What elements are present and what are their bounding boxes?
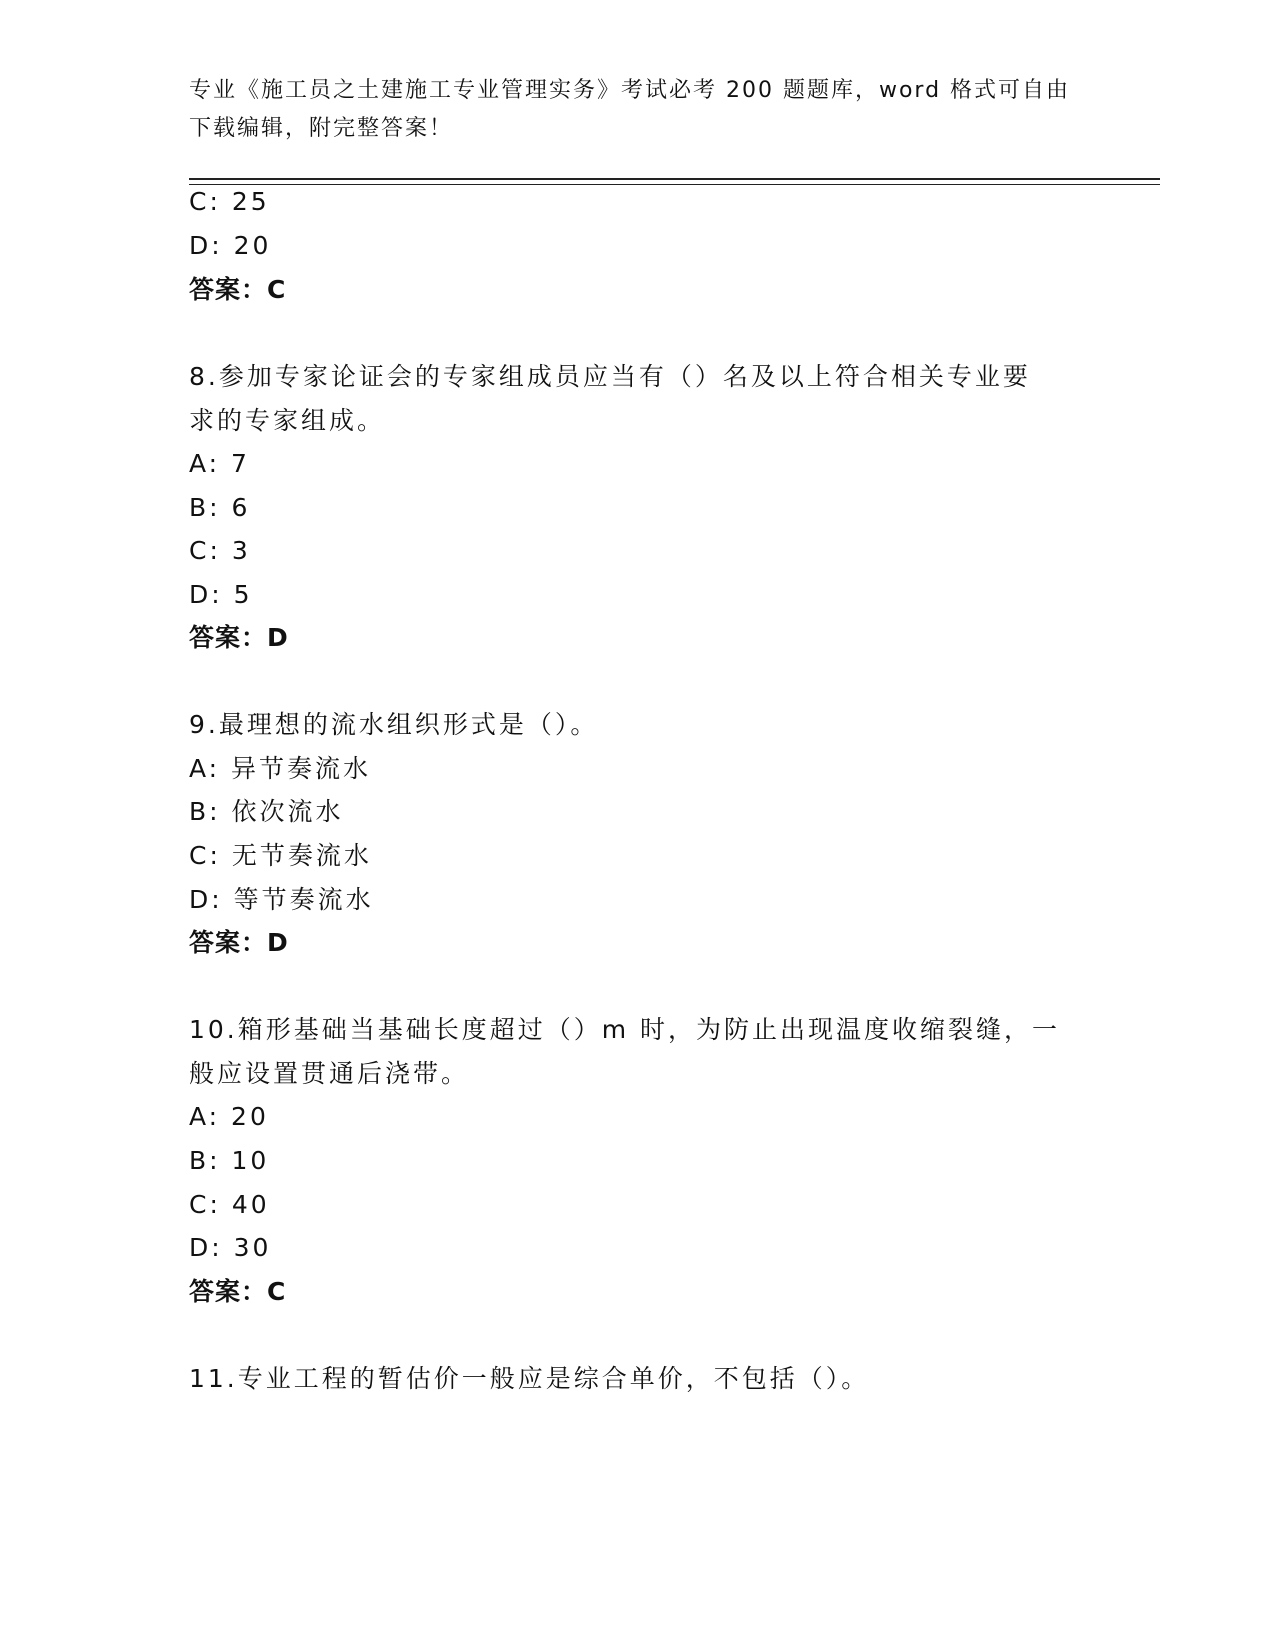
q7-option-c: C: 25 <box>189 187 270 216</box>
q10-option-a: A: 20 <box>189 1102 269 1131</box>
q9-option-a: A: 异节奏流水 <box>189 754 372 783</box>
q10-question-line-1: 10.箱形基础当基础长度超过（）m 时，为防止出现温度收缩裂缝，一 <box>189 1015 1061 1044</box>
header-line-1: 专业《施工员之土建施工专业管理实务》考试必考 200 题题库，word 格式可自由 <box>189 78 1071 103</box>
q9-option-c: C: 无节奏流水 <box>189 841 372 870</box>
q10-option-c: C: 40 <box>189 1190 270 1219</box>
q8-option-b: B: 6 <box>189 493 251 522</box>
q7-answer: 答案：C <box>189 275 287 304</box>
q8-question-line-2: 求的专家组成。 <box>189 406 386 435</box>
q9-option-d: D: 等节奏流水 <box>189 885 374 914</box>
q10-option-d: D: 30 <box>189 1233 272 1262</box>
q8-question-line-1: 8.参加专家论证会的专家组成员应当有（）名及以上符合相关专业要 <box>189 362 1031 391</box>
header-divider-thin <box>189 184 1160 185</box>
q9-answer: 答案：D <box>189 928 289 957</box>
q10-answer: 答案：C <box>189 1277 287 1306</box>
header-line-2: 下载编辑，附完整答案！ <box>189 116 454 141</box>
q8-option-a: A: 7 <box>189 449 250 478</box>
q8-option-c: C: 3 <box>189 536 251 565</box>
q10-question-line-2: 般应设置贯通后浇带。 <box>189 1059 470 1088</box>
document-header <box>189 72 1089 148</box>
q8-option-d: D: 5 <box>189 580 253 609</box>
q10-option-b: B: 10 <box>189 1146 270 1175</box>
header-divider-thick <box>189 178 1160 180</box>
q7-option-d: D: 20 <box>189 231 272 260</box>
q11-question-line-1: 11.专业工程的暂估价一般应是综合单价，不包括（）。 <box>189 1364 870 1393</box>
q8-answer: 答案：D <box>189 623 289 652</box>
q9-option-b: B: 依次流水 <box>189 797 344 826</box>
q9-question-line-1: 9.最理想的流水组织形式是（）。 <box>189 710 599 739</box>
